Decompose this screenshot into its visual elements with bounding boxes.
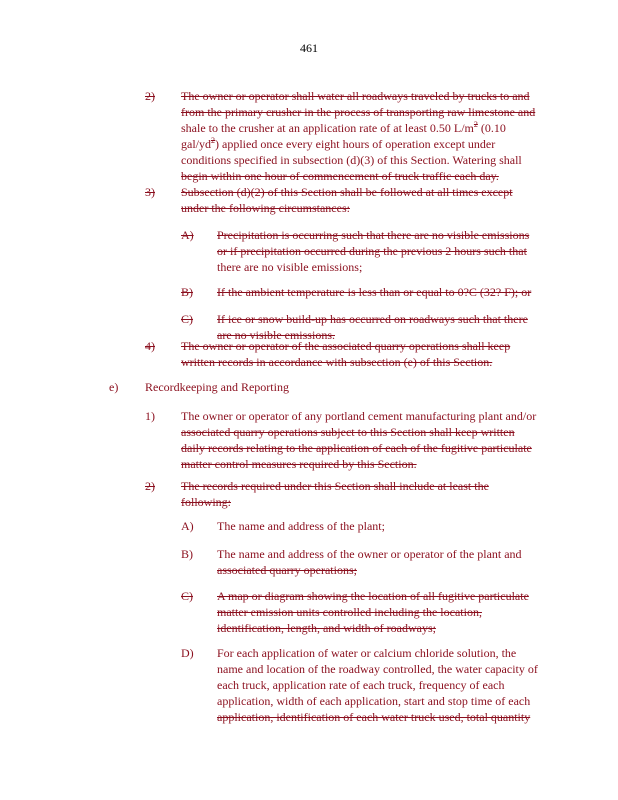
text-run: matter control measures required by this Section.: [181, 457, 417, 471]
text-run: The owner or operator of any portland cement manufacturing plant and/or: [181, 409, 537, 423]
text-run: there are no visible emissions;: [217, 260, 363, 274]
text-run: If the ambient temperature is less than or equal to 0?C (32? F); or: [217, 285, 532, 299]
text-line: [181, 200, 513, 216]
text-line: [181, 136, 535, 152]
item-D-label: D): [181, 646, 194, 660]
item-D-text: [217, 645, 538, 725]
text-run: The records required under this Section shall include at least the: [181, 479, 489, 493]
text-run: under the following circumstances:: [181, 201, 350, 215]
item-3-label: 3): [145, 185, 155, 199]
section-e-label: e): [109, 380, 119, 394]
text-line: [217, 604, 529, 620]
text-run: Subsection (d)(2) of this Section shall be followed at all times except: [181, 185, 513, 199]
text-line: [217, 588, 529, 604]
superscript-run: 2: [211, 136, 215, 145]
item-2-text-bottom: [181, 478, 489, 510]
item-B-label-bottom: B): [181, 547, 193, 561]
text-line: [217, 259, 529, 275]
text-line: [181, 338, 510, 354]
text-run: The name and address of the plant;: [217, 519, 385, 533]
text-line: [181, 104, 535, 120]
text-run: from the primary crusher in the process of transporting raw limestone and: [181, 105, 536, 119]
text-run: The owner or operator of the associated quarry operations shall keep: [181, 339, 511, 353]
text-run: each truck, application rate of each truck, frequency of each: [217, 678, 505, 692]
text-run: associated quarry operations subject to this Section shall keep written: [181, 425, 515, 439]
text-line: [181, 120, 535, 136]
item-A-label-top: A): [181, 228, 194, 242]
text-line: [181, 88, 535, 104]
text-line: [181, 478, 489, 494]
item-A-text-bottom: [217, 518, 385, 534]
text-line: [181, 354, 510, 370]
text-line: [181, 456, 536, 472]
text-run: Recordkeeping and Reporting: [145, 380, 289, 394]
text-run: matter emission units controlled including the location,: [217, 605, 482, 619]
item-B-text-bottom: [217, 546, 522, 578]
text-run: following:: [181, 495, 231, 509]
item-4-label: 4): [145, 339, 155, 353]
item-2-label-top: 2): [145, 89, 155, 103]
text-run: daily records relating to the application of each of the fugitive particulate: [181, 441, 532, 455]
section-e-heading: [145, 379, 289, 395]
item-B-label-top: B): [181, 285, 193, 299]
item-C-label-bottom: C): [181, 589, 193, 603]
text-line: [181, 424, 536, 440]
superscript-run: 2: [473, 120, 478, 129]
text-run: conditions specified in subsection (d)(3) of this Section. Watering shall: [181, 153, 522, 167]
text-run: gal/yd: [181, 137, 211, 151]
text-line: [217, 677, 538, 693]
item-2-text-top: [181, 88, 535, 184]
text-line: [217, 709, 538, 725]
item-2-label-bottom: 2): [145, 479, 155, 493]
text-line: [181, 168, 535, 184]
item-A-label-bottom: A): [181, 519, 194, 533]
text-run: A map or diagram showing the location of all fugitive particulate: [217, 589, 529, 603]
text-run: shale to the crusher at an application rate of at least 0.50 L/m: [181, 121, 474, 135]
text-run: The owner or operator shall water all roadways traveled by trucks to and: [181, 89, 530, 103]
text-line: [181, 408, 536, 424]
item-B-text-top: [217, 284, 531, 300]
text-run: (0.10: [477, 121, 506, 135]
text-line: [217, 243, 529, 259]
text-line: [217, 227, 529, 243]
item-C-label-top: C): [181, 312, 193, 326]
text-line: [145, 379, 289, 395]
item-3-text: [181, 184, 513, 216]
text-line: [181, 440, 536, 456]
text-run: written records in accordance with subsection (e) of this Section.: [181, 355, 493, 369]
text-run: application, width of each application, start and stop time of each: [217, 694, 531, 708]
text-run: The name and address of the owner or operator of the plant and: [217, 547, 522, 561]
item-1-text: [181, 408, 536, 472]
text-run: For each application of water or calcium chloride solution, the: [217, 646, 517, 660]
page-number: 461: [300, 41, 318, 55]
text-line: [217, 311, 528, 327]
text-line: [217, 693, 538, 709]
text-run: identification, length, and width of roadways;: [217, 621, 436, 635]
text-run: begin within one hour of commencement of truck traffic each day.: [181, 169, 499, 183]
text-run: are no visible emissions.: [217, 328, 335, 342]
text-line: [181, 184, 513, 200]
item-A-text-top: [217, 227, 529, 275]
text-line: [217, 661, 538, 677]
text-run: name and location of the roadway controlled, the water capacity of: [217, 662, 538, 676]
item-1-label: 1): [145, 409, 155, 423]
text-line: [217, 645, 538, 661]
text-line: [181, 152, 535, 168]
text-line: [217, 546, 522, 562]
text-line: [181, 494, 489, 510]
text-line: [217, 620, 529, 636]
text-run: associated quarry operations;: [217, 563, 357, 577]
text-line: [217, 562, 522, 578]
text-line: [217, 518, 385, 534]
text-run: Precipitation is occurring such that there are no visible emissions: [217, 228, 530, 242]
text-run: ) applied once every eight hours of operation except under: [215, 137, 496, 151]
text-line: [217, 284, 531, 300]
item-C-text-bottom: [217, 588, 529, 636]
text-run: application, identification of each water truck used, total quantity: [217, 710, 531, 724]
text-run: or if precipitation occurred during the previous 2 hours such that: [217, 244, 527, 258]
text-run: If ice or snow build-up has occurred on roadways such that there: [217, 312, 528, 326]
item-4-text: [181, 338, 510, 370]
